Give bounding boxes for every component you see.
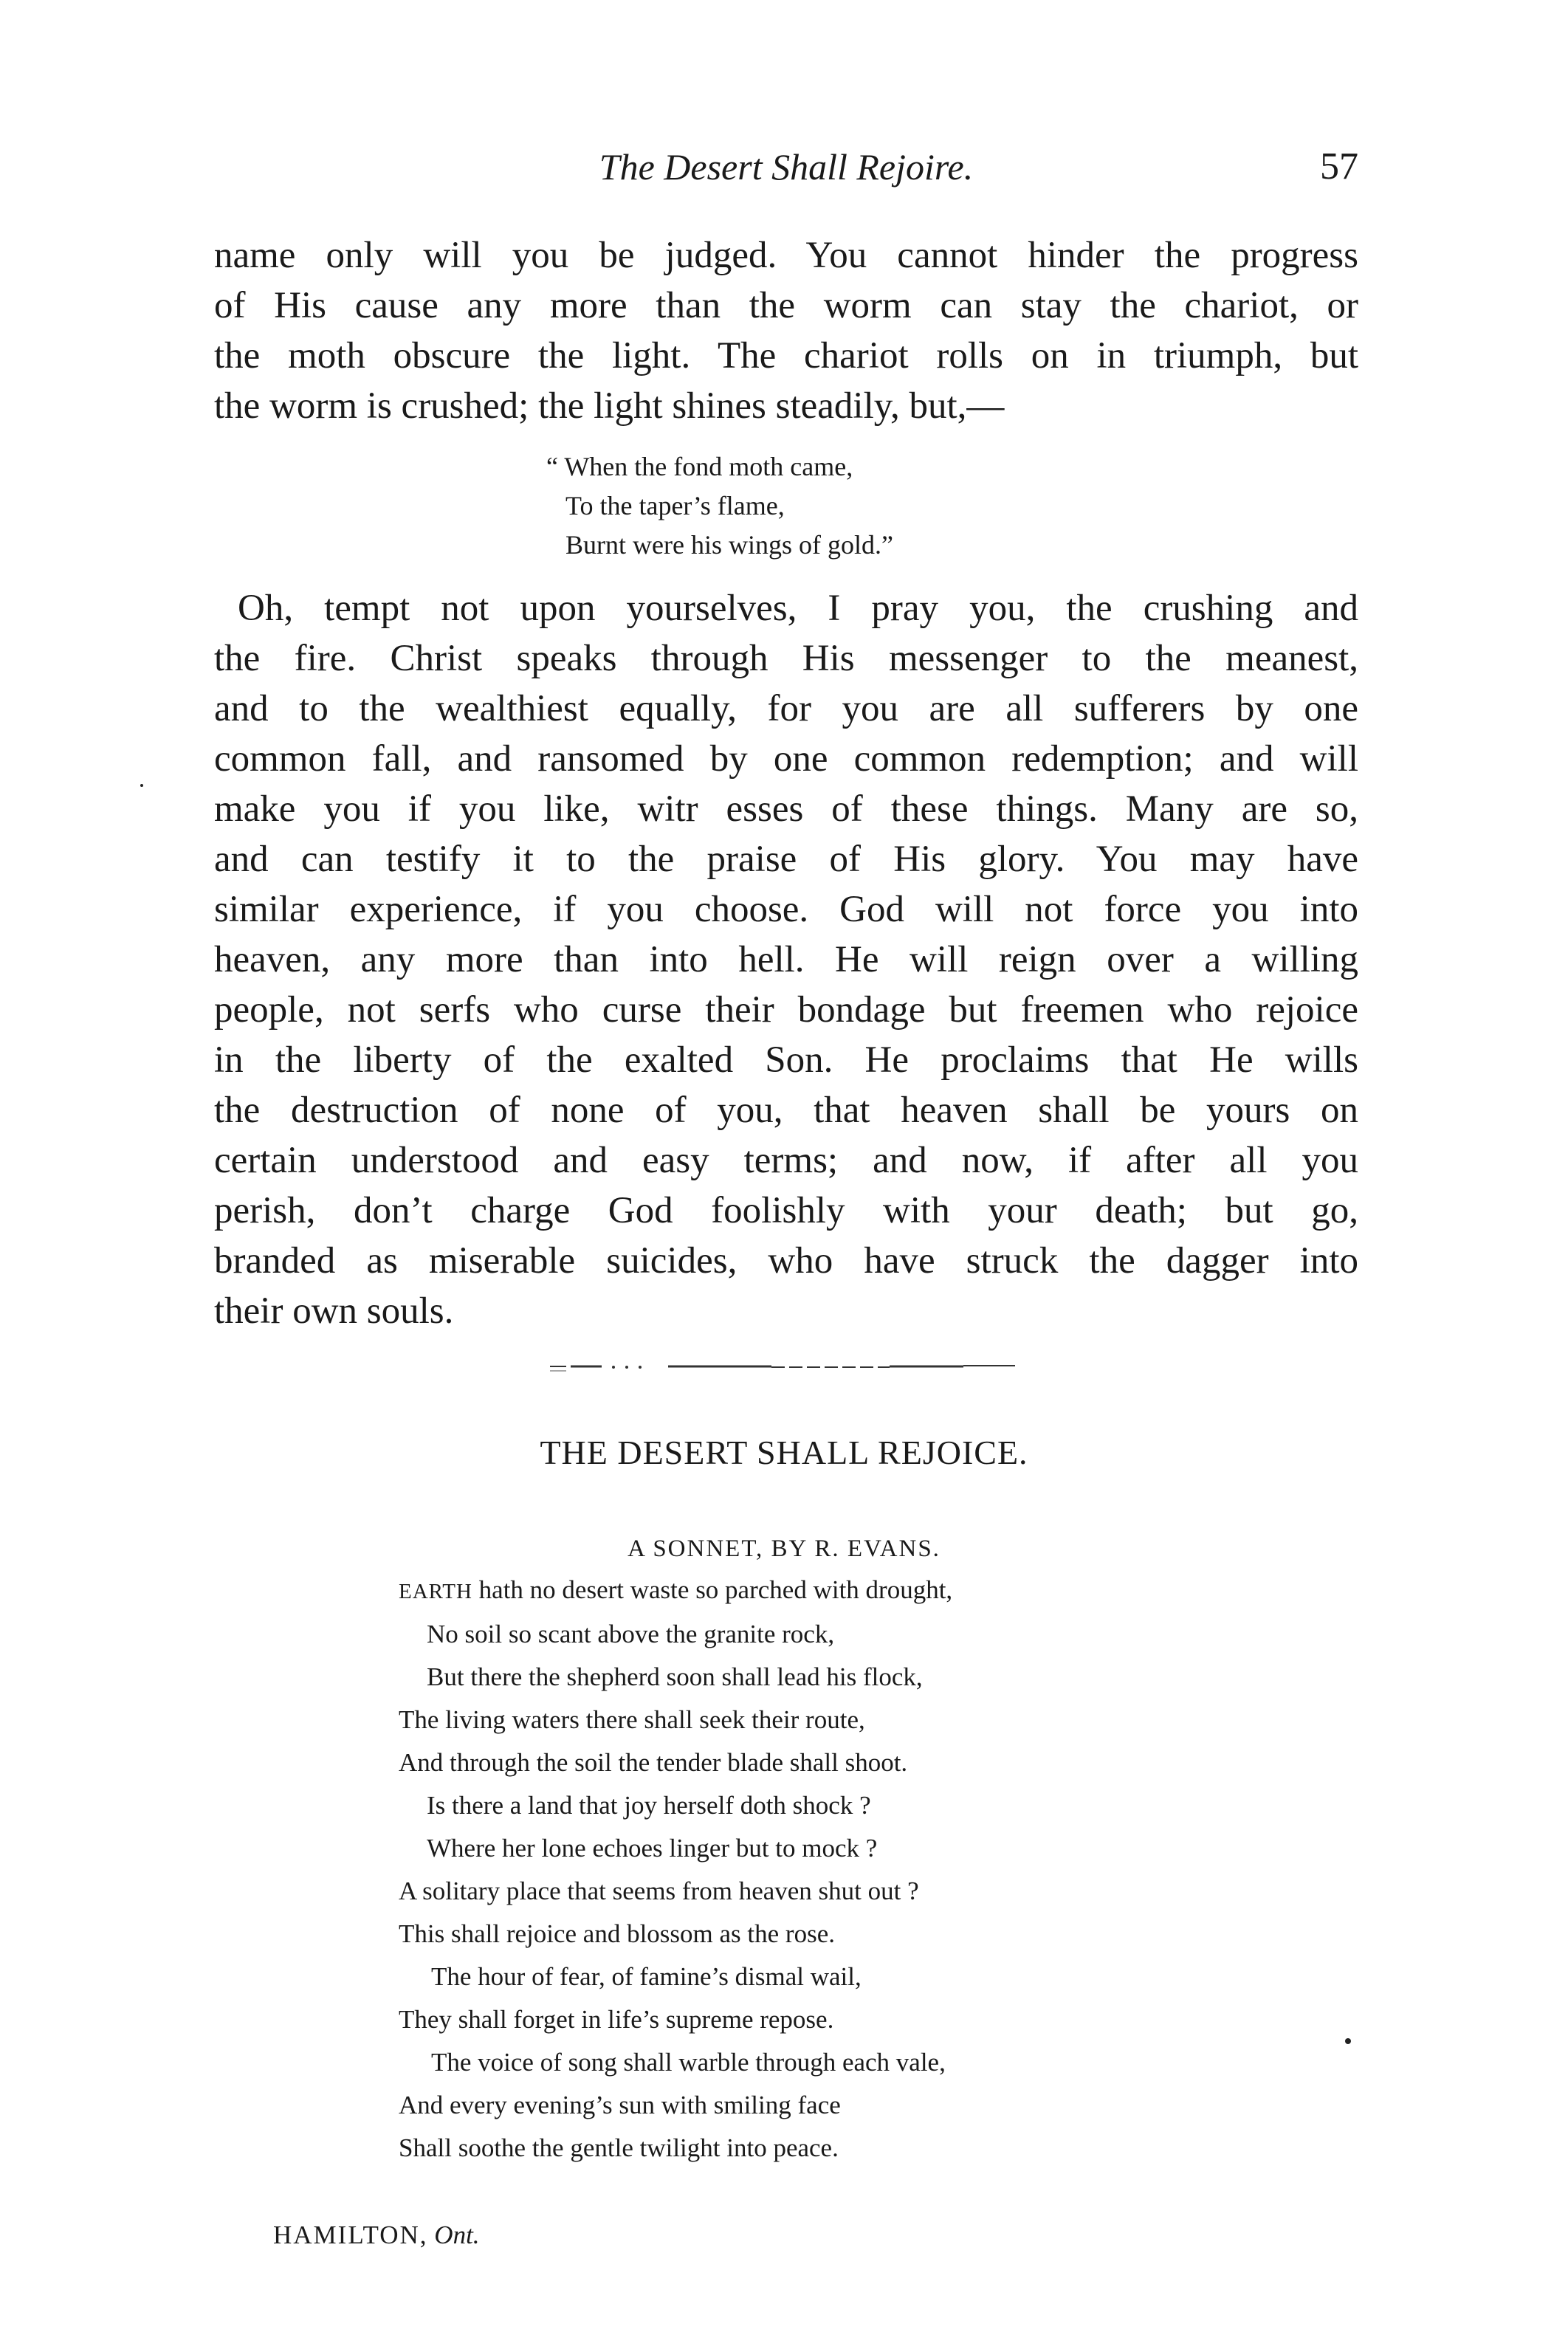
prose-line: and to the wealthiest equally, for you are all sufferers by one — [214, 688, 1358, 729]
sonnet-byline: A SONNET, BY R. EVANS. — [627, 1535, 941, 1562]
poem-first-word: EARTH — [399, 1580, 472, 1603]
prose-paragraph-continued — [214, 230, 1358, 431]
verse-quotation — [546, 447, 893, 565]
running-title: The Desert Shall Rejoire. — [599, 146, 974, 188]
prose-line: in the liberty of the exalted Son. He proclaims that He wills — [214, 1039, 1358, 1081]
quote-line: Burnt were his wings of gold.” — [565, 530, 893, 560]
sonnet-body — [399, 1569, 952, 2170]
section-divider-ornament — [550, 1363, 1015, 1373]
print-speck — [1345, 2038, 1351, 2044]
print-speck — [140, 784, 143, 787]
prose-line: certain understood and easy terms; and now, if after all you — [214, 1140, 1358, 1181]
prose-paragraph — [214, 583, 1358, 1336]
poem-line: Shall soothe the gentle twilight into peace. — [399, 2133, 839, 2162]
prose-line: and can testify it to the praise of His glory. You may have — [214, 839, 1358, 880]
poem-line: The voice of song shall warble through each vale, — [431, 2048, 946, 2077]
poem-line: This shall rejoice and blossom as the rose. — [399, 1919, 835, 1948]
prose-line: of His cause any more than the worm can stay the chariot, or — [214, 285, 1358, 326]
prose-line: people, not serfs who curse their bondage but freemen who rejoice — [214, 989, 1358, 1031]
poem-line: And through the soil the tender blade shall shoot. — [399, 1748, 908, 1777]
page-number: 57 — [1320, 145, 1358, 188]
attribution-place: HAMILTON, — [273, 2221, 428, 2249]
poem-line: The living waters there shall seek their route, — [399, 1705, 865, 1734]
prose-line: their own souls. — [214, 1290, 454, 1332]
prose-line: the fire. Christ speaks through His messenger to the meanest, — [214, 638, 1358, 679]
quote-line: To the taper’s flame, — [565, 491, 785, 520]
running-head — [214, 145, 1358, 204]
sonnet-title: THE DESERT SHALL REJOICE. — [540, 1434, 1028, 1471]
prose-line: the destruction of none of you, that heaven shall be yours on — [214, 1090, 1358, 1131]
poem-line: Where her lone echoes linger but to mock ? — [427, 1834, 878, 1862]
prose-line: branded as miserable suicides, who have struck the dagger into — [214, 1240, 1358, 1282]
quote-line: “ When the fond moth came, — [546, 452, 853, 481]
poem-line: But there the shepherd soon shall lead his flock, — [427, 1662, 923, 1691]
poem-line: They shall forget in life’s supreme repose. — [399, 2005, 834, 2034]
poem-line: Is there a land that joy herself doth shock ? — [427, 1791, 871, 1820]
poem-line: And every evening’s sun with smiling face — [399, 2091, 841, 2119]
prose-line: make you if you like, witr esses of these things. Many are so, — [214, 788, 1358, 830]
prose-line: common fall, and ransomed by one common redemption; and will — [214, 738, 1358, 780]
prose-line: perish, don’t charge God foolishly with your death; but go, — [214, 1190, 1358, 1231]
prose-line: heaven, any more than into hell. He will reign over a willing — [214, 939, 1358, 980]
prose-line: name only will you be judged. You cannot hinder the progress — [214, 235, 1358, 276]
poem-line: A solitary place that seems from heaven shut out ? — [399, 1877, 919, 1905]
attribution-province: Ont. — [434, 2221, 480, 2249]
poem-first-line-rest: hath no desert waste so parched with drought, — [472, 1575, 953, 1604]
poem-line: No soil so scant above the granite rock, — [427, 1620, 835, 1648]
author-location — [273, 2217, 480, 2254]
prose-line: the worm is crushed; the light shines steadily, but,— — [214, 385, 1005, 427]
prose-line: Oh, tempt not upon yourselves, I pray you, the crushing and — [238, 588, 1358, 629]
prose-line: similar experience, if you choose. God will not force you into — [214, 889, 1358, 930]
prose-line: the moth obscure the light. The chariot rolls on in triumph, but — [214, 335, 1358, 376]
poem-line — [399, 1569, 952, 1613]
poem-line: The hour of fear, of famine’s dismal wail, — [431, 1962, 862, 1991]
